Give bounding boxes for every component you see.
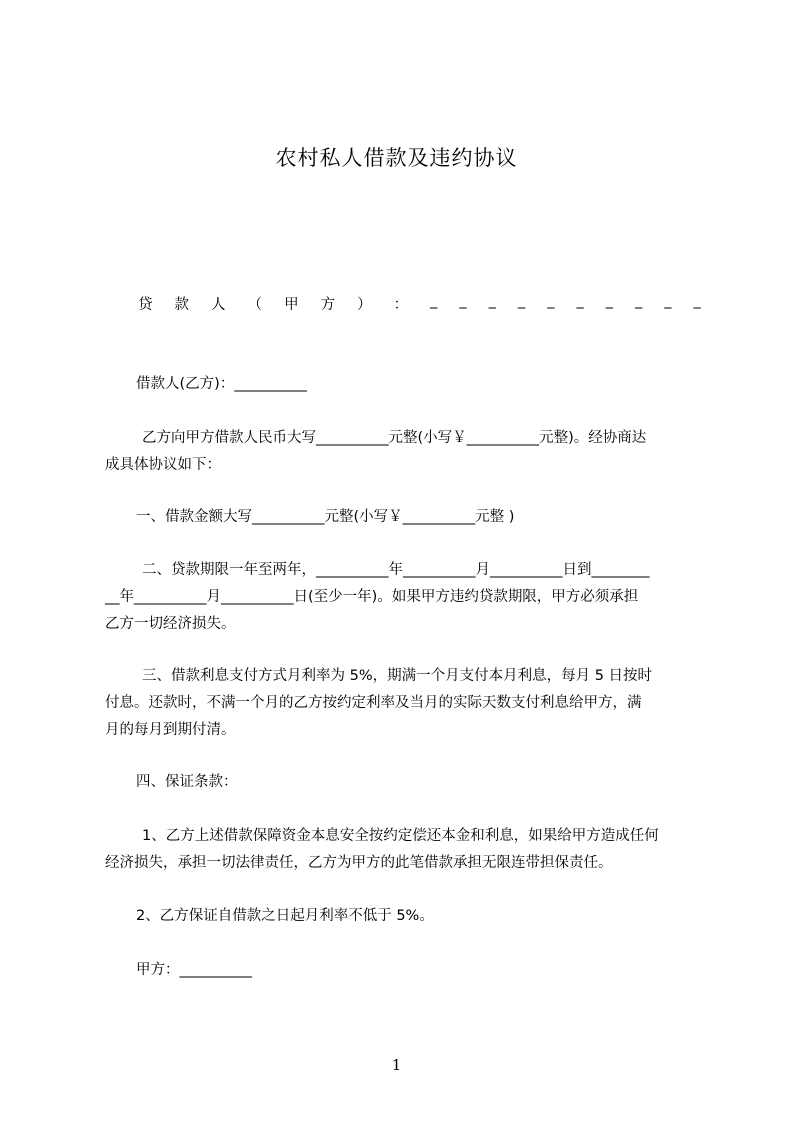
clause-1: 一、借款金额大写__________元整(小写￥__________元整 ): [136, 509, 515, 525]
guarantee-2: 2、乙方保证自借款之日起月利率不低于 5%。: [136, 908, 434, 924]
lender-blank: _: [693, 293, 701, 309]
clause-2-line-2: __年__________月__________日(至少一年)。如果甲方违约贷款期限，甲方必须承担: [105, 589, 639, 605]
lender-char: 人: [211, 297, 226, 313]
lender-blank: _: [488, 293, 496, 309]
lender-blank: _: [634, 293, 643, 309]
clause-2-line-3: 乙方一切经济损失。: [105, 616, 236, 632]
intro-line-1: 乙方向甲方借款人民币大写__________元整(小写￥__________元整)。经协商达: [142, 430, 647, 446]
lender-char: 方: [320, 297, 336, 313]
lender-blank: _: [430, 293, 438, 309]
lender-char: 贷: [138, 297, 153, 313]
page-number: 1: [391, 1056, 402, 1074]
lender-char: ：: [393, 297, 409, 313]
lender-blank: _: [517, 293, 526, 309]
lender-char: 甲: [284, 297, 299, 313]
clause-3-line-1: 三、借款利息支付方式月利率为 5%，期满一个月支付本月利息，每月 5 日按时: [142, 668, 653, 684]
lender-blank: _: [547, 293, 555, 309]
clause-3-line-3: 月的每月到期付清。: [105, 722, 236, 738]
guarantee-1-line-1: 1、乙方上述借款保障资金本息安全按约定偿还本金和利息，如果给甲方造成任何: [142, 828, 659, 844]
lender-char: 款: [174, 297, 190, 313]
lender-line: [138, 293, 701, 314]
document-title: 农村私人借款及违约协议: [275, 146, 518, 170]
guarantee-1-line-2: 经济损失，承担一切法律责任，乙方为甲方的此笔借款承担无限连带担保责任。: [105, 855, 613, 871]
lender-blank: _: [605, 293, 613, 309]
clause-3-line-2: 付息。还款时，不满一个月的乙方按约定利率及当月的实际天数支付利息给甲方，满: [105, 695, 642, 711]
party-a-signature: 甲方：__________: [136, 962, 252, 978]
clause-2-line-1: 二、贷款期限一年至两年，__________年__________月__________日到________: [142, 562, 650, 578]
lender-blank: _: [664, 293, 672, 309]
lender-blank: _: [459, 293, 467, 309]
lender-char: （: [247, 297, 263, 313]
lender-char: ）: [357, 297, 372, 313]
borrower-line: 借款人(乙方)：__________: [136, 376, 307, 392]
lender-blank: _: [576, 293, 584, 309]
intro-line-2: 成具体协议如下：: [105, 457, 221, 473]
clause-4-heading: 四、保证条款：: [136, 774, 238, 790]
